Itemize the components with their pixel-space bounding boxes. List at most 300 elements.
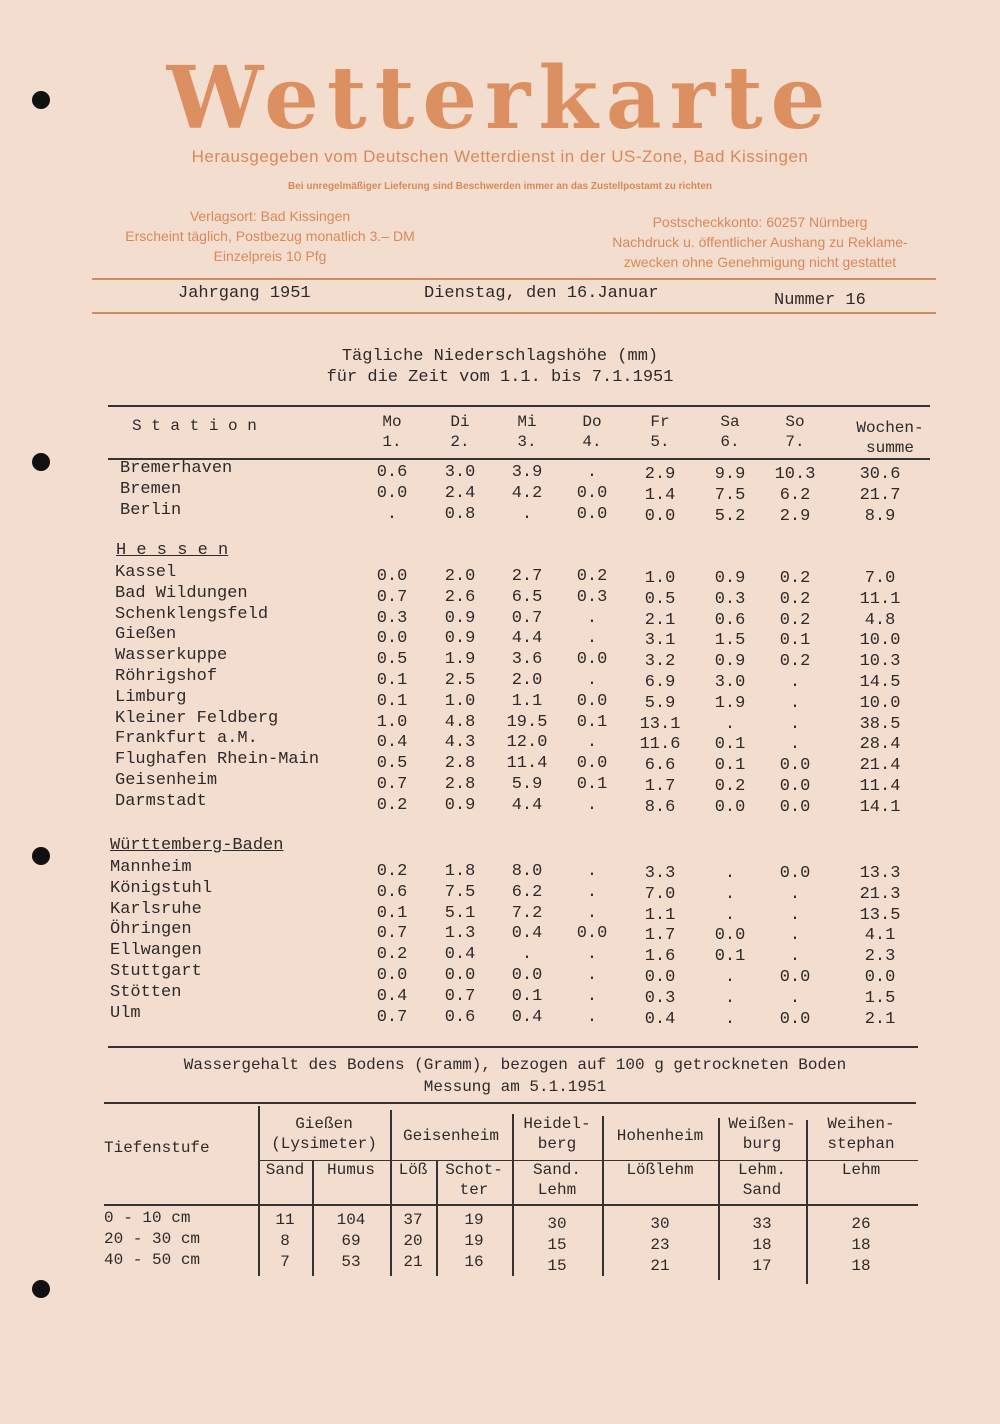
precip-value: 19.5 (506, 712, 548, 732)
soil-value: 18 (851, 1257, 871, 1275)
imprint-line: Erscheint täglich, Postbezug monatlich 3.– DM (125, 228, 415, 244)
station-name: Geisenheim (115, 771, 218, 790)
soil-type-line: Lehm (841, 1161, 881, 1179)
weekly-sum: 10.0 (859, 631, 901, 651)
precip-value: 0.0 (444, 966, 476, 985)
soil-value: 11 (275, 1211, 295, 1229)
weekly-sum: 13.3 (859, 864, 901, 883)
precip-value: 0.0 (644, 968, 676, 987)
depth-label: 20 - 30 cm (104, 1230, 201, 1248)
precip-value: . (386, 504, 398, 524)
precip-value: 0.9 (714, 652, 746, 672)
station-name: Ellwangen (110, 941, 202, 961)
precip-value: 0.2 (714, 777, 746, 796)
precip-value: 4.2 (511, 483, 543, 503)
precip-value: . (724, 714, 736, 734)
precip-value: 0.0 (779, 756, 811, 776)
soil-type (258, 1160, 312, 1180)
site-header (602, 1126, 718, 1146)
soil-type-line: Sand (742, 1181, 782, 1199)
soil-title (100, 1054, 930, 1098)
sum-header-line: Wochen- (856, 419, 924, 437)
precip-value: 0.1 (714, 735, 746, 755)
precip-value: 10.3 (774, 465, 816, 484)
complaint-note: Bei unregelmäßiger Lieferung sind Beschwerden immer an das Zustellpostamt zu richten (288, 181, 712, 192)
soil-value: 33 (752, 1215, 772, 1233)
precip-value: 1.0 (376, 712, 408, 732)
soil-value: 26 (851, 1215, 871, 1233)
precip-value: 3.1 (644, 631, 676, 651)
precip-value: 0.0 (376, 567, 408, 586)
station-name: Röhrigshof (115, 667, 218, 686)
soil-value: 15 (547, 1257, 567, 1275)
precip-value: . (586, 733, 598, 753)
day-date: 5. (650, 433, 670, 451)
soil-type-line: Humus (326, 1161, 375, 1179)
precip-value: 0.7 (376, 1007, 408, 1027)
precip-value: 0.0 (576, 483, 608, 503)
table-column-rule (602, 1116, 604, 1276)
station-name: Wasserkuppe (115, 646, 228, 666)
table-column-rule (436, 1160, 438, 1276)
precip-value: 0.1 (779, 631, 811, 651)
day-name: Sa (720, 413, 740, 431)
precip-value: 9.9 (714, 465, 746, 484)
weekly-sum: 1.5 (864, 988, 896, 1008)
precip-value: 2.0 (444, 567, 476, 586)
day-name: So (785, 413, 805, 431)
day-header (562, 412, 622, 452)
site-header-line: (Lysimeter) (271, 1135, 377, 1153)
station-name: Bad Wildungen (115, 583, 248, 603)
soil-value: 19 (464, 1211, 484, 1229)
table-column-rule (512, 1114, 514, 1276)
depth-label: 0 - 10 cm (104, 1209, 191, 1227)
precip-value: 0.0 (644, 506, 676, 526)
precip-value: 0.3 (644, 988, 676, 1008)
precip-value: 0.0 (779, 968, 811, 987)
precip-value: 0.4 (511, 924, 543, 944)
precip-value: 6.2 (511, 882, 543, 902)
precip-value: 3.9 (511, 463, 543, 482)
station-name: Gießen (115, 625, 177, 645)
precip-value: 2.7 (511, 567, 543, 586)
precip-title-line: für die Zeit vom 1.1. bis 7.1.1951 (326, 368, 674, 387)
precip-value: . (521, 945, 533, 965)
precip-value: 0.1 (376, 691, 408, 711)
precip-value: 5.9 (511, 775, 543, 794)
precip-value: . (789, 735, 801, 755)
publisher-line: Herausgegeben vom Deutschen Wetterdienst in der US-Zone, Bad Kissingen (191, 147, 809, 166)
weekly-sum: 21.7 (859, 485, 901, 505)
precip-value: 1.9 (444, 650, 476, 670)
station-header: S t a t i o n (132, 417, 257, 435)
day-date: 4. (582, 433, 602, 451)
precip-value: 0.0 (576, 691, 608, 711)
soil-type-line: Lehm (537, 1181, 577, 1199)
day-header (430, 412, 490, 452)
soil-value: 104 (336, 1211, 366, 1229)
station-name: Königstuhl (110, 878, 213, 898)
precip-value: 1.5 (714, 631, 746, 651)
soil-value: 15 (547, 1236, 567, 1254)
precip-value: 6.2 (779, 485, 811, 505)
station-name: Bremerhaven (120, 459, 233, 478)
precip-value: 0.1 (576, 712, 608, 732)
site-header-line: burg (742, 1135, 782, 1153)
station-name: Karlsruhe (110, 899, 202, 919)
table-rule (104, 1204, 918, 1206)
precip-value: 0.2 (779, 610, 811, 630)
precip-value: 6.9 (644, 673, 676, 692)
station-name: Bremen (120, 479, 182, 499)
precip-value: . (586, 966, 598, 985)
imprint-line: Verlagsort: Bad Kissingen (189, 208, 351, 224)
station-name: Frankfurt a.M. (115, 729, 258, 749)
site-header-line: Hohenheim (616, 1127, 704, 1145)
soil-title-line: Wassergehalt des Bodens (Gramm), bezogen auf 100 g getrockneten Boden (183, 1056, 847, 1074)
table-column-rule (390, 1110, 392, 1276)
soil-type-line: ter (459, 1181, 489, 1199)
precip-value: . (586, 671, 598, 690)
precip-value: 4.4 (511, 795, 543, 815)
precip-value: 11.6 (639, 735, 681, 755)
punch-hole (32, 453, 50, 471)
precip-value: 6.5 (511, 587, 543, 607)
precip-value: 7.5 (444, 882, 476, 902)
precip-value: . (586, 463, 598, 482)
precip-value: . (724, 1009, 736, 1029)
weekly-sum: 21.4 (859, 756, 901, 776)
station-name: Öhringen (110, 920, 192, 940)
precip-value: 3.2 (644, 652, 676, 672)
day-header (700, 412, 760, 452)
precip-value: 2.0 (511, 671, 543, 690)
precip-value: . (789, 926, 801, 946)
soil-value: 19 (464, 1232, 484, 1250)
precip-value: . (789, 884, 801, 904)
site-header (390, 1126, 512, 1146)
soil-title-line: Messung am 5.1.1951 (423, 1078, 607, 1096)
day-header (630, 412, 690, 452)
station-name: Ulm (110, 1003, 141, 1023)
day-header (497, 412, 557, 452)
precip-value: 11.4 (506, 754, 548, 774)
precip-value: 2.5 (444, 671, 476, 690)
precip-value: 0.6 (714, 610, 746, 630)
precip-value: 0.9 (444, 629, 476, 649)
precip-value: . (724, 884, 736, 904)
weekly-sum: 28.4 (859, 735, 901, 755)
precip-value: 0.0 (376, 483, 408, 503)
precip-value: 0.1 (511, 986, 543, 1006)
imprint-line: zwecken ohne Genehmigung nicht gestattet (623, 254, 897, 270)
weekly-sum: 2.3 (864, 947, 896, 967)
precip-value: . (521, 504, 533, 524)
precip-value: 0.7 (511, 608, 543, 628)
precip-value: 7.0 (644, 884, 676, 904)
weekly-sum: 21.3 (859, 884, 901, 904)
day-header (765, 412, 825, 452)
precip-value: . (724, 988, 736, 1008)
precip-value: 2.8 (444, 775, 476, 794)
weekly-sum: 11.1 (859, 589, 901, 609)
soil-value: 21 (650, 1257, 670, 1275)
precip-value: . (789, 905, 801, 925)
precip-value: 0.2 (376, 795, 408, 815)
soil-type-line: Schot- (445, 1161, 503, 1179)
soil-type-line: Lehm. (737, 1161, 786, 1179)
precip-value: 8.6 (644, 797, 676, 817)
table-column-rule (258, 1106, 260, 1276)
precip-value: 3.3 (644, 864, 676, 883)
soil-value: 18 (752, 1236, 772, 1254)
weekly-sum: 7.0 (864, 569, 896, 588)
site-header-line: berg (537, 1135, 577, 1153)
precip-value: 0.6 (444, 1007, 476, 1027)
precip-value: 13.1 (639, 714, 681, 734)
station-name: Stötten (110, 982, 182, 1002)
table-rule (258, 1160, 918, 1161)
imprint-right (580, 212, 940, 272)
precip-value: . (586, 882, 598, 902)
weekly-sum: 4.1 (864, 926, 896, 946)
station-name: Limburg (115, 687, 187, 707)
precip-value: 0.0 (376, 629, 408, 649)
precip-value: 4.3 (444, 733, 476, 753)
precip-value: 0.3 (376, 608, 408, 628)
precip-value: 0.0 (779, 1009, 811, 1029)
precip-title-line: Tägliche Niederschlagshöhe (mm) (341, 347, 659, 366)
group-heading: H e s s e n (116, 541, 229, 560)
precip-value: 0.8 (444, 504, 476, 524)
soil-type (390, 1160, 436, 1180)
issue-volume: Jahrgang 1951 (178, 284, 311, 303)
soil-type-line: Sand (265, 1161, 305, 1179)
precip-value: 1.4 (644, 485, 676, 505)
precip-value: 0.0 (714, 926, 746, 946)
soil-value: 20 (403, 1232, 423, 1250)
site-header (718, 1114, 806, 1154)
precip-value: . (724, 968, 736, 987)
precip-value: 0.2 (779, 589, 811, 609)
precip-value: . (789, 714, 801, 734)
precip-value: 1.8 (444, 862, 476, 881)
precip-value: 0.7 (376, 587, 408, 607)
precip-value: 0.9 (444, 608, 476, 628)
precip-value: 0.1 (576, 775, 608, 794)
precip-value: 5.1 (444, 903, 476, 923)
precip-value: 0.0 (376, 966, 408, 985)
precip-value: 7.2 (511, 903, 543, 923)
table-column-rule (806, 1120, 808, 1284)
precip-value: 0.3 (576, 587, 608, 607)
soil-value: 8 (280, 1232, 290, 1250)
issue-number: Nummer 16 (774, 291, 866, 310)
table-column-rule (312, 1160, 314, 1276)
precip-value: 0.0 (714, 797, 746, 817)
precip-value: 0.7 (376, 924, 408, 944)
precip-value: . (724, 905, 736, 925)
soil-type (436, 1160, 512, 1200)
masthead-title: Wetterkarte (166, 48, 834, 149)
precip-value: 0.1 (714, 947, 746, 967)
precip-value: 3.0 (714, 673, 746, 692)
precip-value: . (789, 947, 801, 967)
soil-type (806, 1160, 916, 1180)
precip-value: 0.1 (376, 903, 408, 923)
weekly-sum: 13.5 (859, 905, 901, 925)
day-date: 7. (785, 433, 805, 451)
soil-type (312, 1160, 390, 1180)
table-rule (108, 405, 930, 407)
precip-value: 4.8 (444, 712, 476, 732)
depth-label: 40 - 50 cm (104, 1251, 201, 1269)
issue-date: Dienstag, den 16.Januar (424, 284, 659, 303)
weekly-sum: 11.4 (859, 777, 901, 796)
soil-type (718, 1160, 806, 1200)
precip-value: 1.9 (714, 693, 746, 713)
weekly-sum: 14.1 (859, 797, 901, 817)
station-name: Flughafen Rhein-Main (115, 750, 320, 770)
soil-type-line: Löß (398, 1161, 428, 1179)
soil-value: 23 (650, 1236, 670, 1254)
precip-value: 0.4 (376, 733, 408, 753)
soil-type (602, 1160, 718, 1180)
station-name: Berlin (120, 500, 182, 520)
site-header-line: stephan (827, 1135, 895, 1153)
precip-value: 0.9 (714, 569, 746, 588)
sum-header-line: summe (865, 439, 914, 457)
weekly-sum: 2.1 (864, 1009, 896, 1029)
punch-hole (32, 1280, 50, 1298)
day-name: Do (582, 413, 602, 431)
weekly-sum: 4.8 (864, 610, 896, 630)
precip-value: 0.2 (376, 862, 408, 881)
precip-value: 2.4 (444, 483, 476, 503)
station-name: Kassel (115, 563, 177, 582)
precip-value: 0.6 (376, 463, 408, 482)
precip-value: 0.0 (779, 864, 811, 883)
precip-value: 1.3 (444, 924, 476, 944)
soil-type-line: Lößlehm (626, 1161, 694, 1179)
day-date: 1. (382, 433, 402, 451)
weekly-sum: 38.5 (859, 714, 901, 734)
precip-value: 5.2 (714, 506, 746, 526)
soil-value: 37 (403, 1211, 423, 1229)
precip-value: . (586, 862, 598, 881)
header-rule (92, 278, 936, 280)
day-name: Mo (382, 413, 402, 431)
precip-value: 0.2 (576, 567, 608, 586)
soil-value: 16 (464, 1253, 484, 1271)
group-heading: Württemberg-Baden (110, 836, 284, 855)
precip-value: . (586, 629, 598, 649)
precip-value: 5.9 (644, 693, 676, 713)
table-rule (108, 1046, 918, 1048)
precip-value: 2.1 (644, 610, 676, 630)
precip-value: 0.4 (511, 1007, 543, 1027)
precip-value: 12.0 (506, 733, 548, 753)
precip-value: 0.4 (376, 986, 408, 1006)
precip-value: 8.0 (511, 862, 543, 881)
station-name: Darmstadt (115, 791, 207, 811)
precip-value: 0.2 (779, 652, 811, 672)
site-header (512, 1114, 602, 1154)
precip-value: 0.2 (376, 945, 408, 965)
soil-type (512, 1160, 602, 1200)
precip-value: 7.5 (714, 485, 746, 505)
precip-value: . (586, 945, 598, 965)
precip-value: 0.0 (576, 754, 608, 774)
precip-value: . (586, 986, 598, 1006)
precip-value: 2.9 (779, 506, 811, 526)
station-name: Stuttgart (110, 962, 202, 981)
header-rule (92, 312, 936, 314)
precip-value: . (724, 864, 736, 883)
site-header-line: Geisenheim (402, 1127, 499, 1145)
precip-value: 3.0 (444, 463, 476, 482)
precip-value: 0.3 (714, 589, 746, 609)
site-header-line: Weihen- (827, 1115, 895, 1133)
precip-value: 1.0 (644, 569, 676, 588)
precip-value: 3.6 (511, 650, 543, 670)
weekly-sum: 8.9 (864, 506, 896, 526)
precip-value: 0.1 (376, 671, 408, 690)
weekly-sum: 14.5 (859, 673, 901, 692)
precip-value: 0.4 (444, 945, 476, 965)
site-header-line: Heidel- (523, 1115, 591, 1133)
weekly-sum: 0.0 (864, 968, 896, 987)
imprint-line: Postscheckkonto: 60257 Nürnberg (652, 214, 868, 230)
precip-value: 0.7 (376, 775, 408, 794)
table-column-rule (718, 1118, 720, 1280)
precip-value: 1.1 (644, 905, 676, 925)
station-name: Schenklengsfeld (115, 604, 269, 624)
precip-value: . (586, 903, 598, 923)
precip-value: 0.0 (576, 650, 608, 670)
precip-value: 0.0 (511, 966, 543, 985)
precip-value: 0.7 (444, 986, 476, 1006)
precip-value: 1.1 (511, 691, 543, 711)
precip-value: 0.0 (779, 777, 811, 796)
soil-value: 17 (752, 1257, 772, 1275)
station-name: Mannheim (110, 858, 192, 877)
precip-value: 1.6 (644, 947, 676, 967)
precip-value: 0.6 (376, 882, 408, 902)
soil-type-line: Sand. (532, 1161, 581, 1179)
weekly-sum: 10.3 (859, 652, 901, 672)
day-name: Mi (517, 413, 537, 431)
soil-value: 21 (403, 1253, 423, 1271)
precip-value: 0.0 (576, 504, 608, 524)
precip-value: 4.4 (511, 629, 543, 649)
soil-value: 30 (547, 1215, 567, 1233)
precip-value: 0.5 (376, 650, 408, 670)
precip-value: . (789, 673, 801, 692)
precip-value: 2.8 (444, 754, 476, 774)
precip-value: 0.0 (779, 797, 811, 817)
site-header-line: Weißen- (728, 1115, 796, 1133)
precip-value: 0.0 (576, 924, 608, 944)
imprint-line: Einzelpreis 10 Pfg (213, 248, 327, 264)
soil-value: 30 (650, 1215, 670, 1233)
precip-value: 0.5 (644, 589, 676, 609)
precip-value: 1.7 (644, 777, 676, 796)
precip-value: 2.6 (444, 587, 476, 607)
precip-value: 0.9 (444, 795, 476, 815)
site-header (258, 1114, 390, 1154)
